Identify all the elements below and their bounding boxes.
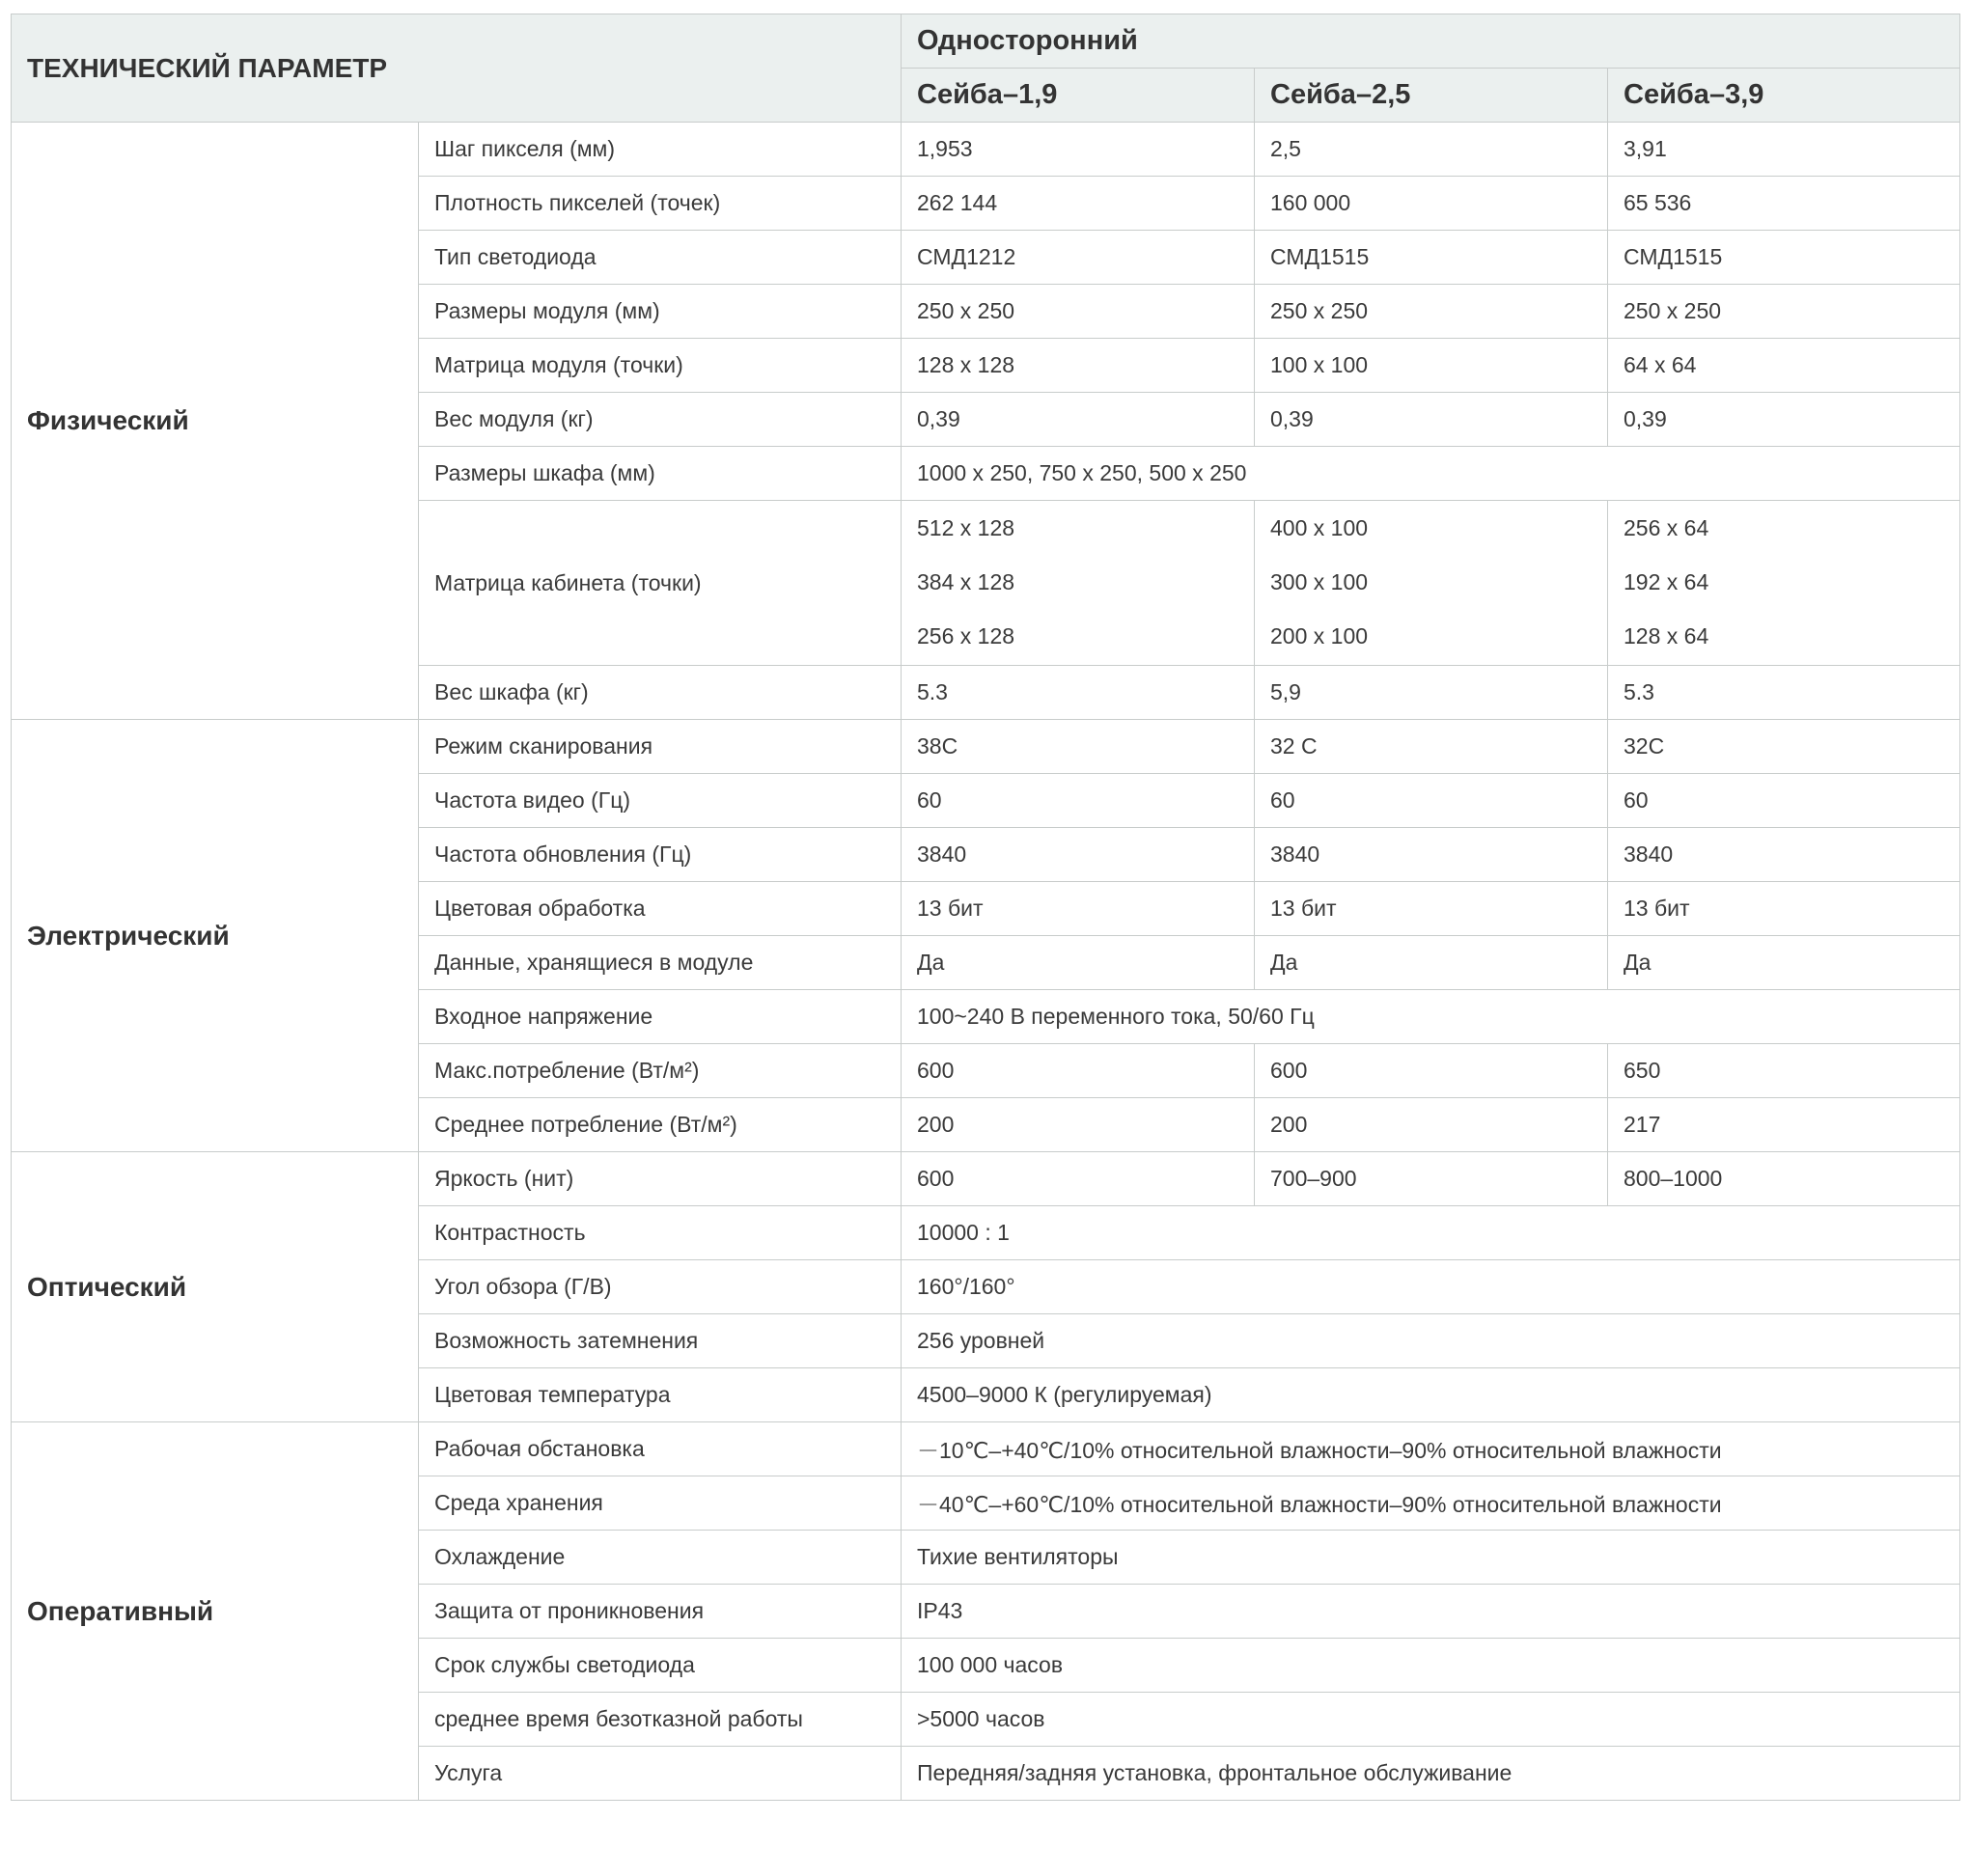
param-value-line: 192 x 64 [1624,569,1709,594]
value-stack [1270,501,1607,665]
table-body [12,123,1960,1801]
param-value: Да [1608,936,1960,990]
param-label: Среда хранения [419,1476,902,1531]
param-label: Срок службы светодиода [419,1639,902,1693]
param-value: Передняя/задняя установка, фронтальное обслуживание [902,1747,1960,1801]
param-value: 3840 [902,828,1255,882]
param-value-line: 256 x 64 [1624,515,1709,540]
header-model-1: Сейба–1,9 [902,69,1255,123]
param-label: Вес модуля (кг) [419,393,902,447]
param-value: 217 [1608,1098,1960,1152]
param-value: СМД1515 [1255,231,1608,285]
param-value: 100 000 часов [902,1639,1960,1693]
table-row [12,1152,1960,1206]
param-value: 160°/160° [902,1260,1960,1314]
param-label: Частота обновления (Гц) [419,828,902,882]
value-stack [1624,501,1959,665]
param-label: Матрица кабинета (точки) [419,501,902,666]
param-value: 5.3 [1608,666,1960,720]
param-value: 13 бит [1255,882,1608,936]
param-value: 1,953 [902,123,1255,177]
param-value: 250 x 250 [1255,285,1608,339]
param-value-line: 128 x 64 [1624,623,1709,648]
param-value-line: 400 x 100 [1270,515,1369,540]
param-value: 32С [1608,720,1960,774]
param-value: 3,91 [1608,123,1960,177]
param-label: среднее время безотказной работы [419,1693,902,1747]
param-value: 0,39 [1255,393,1608,447]
param-value: Тихие вентиляторы [902,1531,1960,1585]
param-label: Тип светодиода [419,231,902,285]
param-value: IP43 [902,1585,1960,1639]
param-value: 3840 [1255,828,1608,882]
param-value: 64 x 64 [1608,339,1960,393]
param-value: 600 [902,1152,1255,1206]
param-value: 262 144 [902,177,1255,231]
param-label: Плотность пикселей (точек) [419,177,902,231]
table-row [12,123,1960,177]
param-value: 100 x 100 [1255,339,1608,393]
param-value: 10000 : 1 [902,1206,1960,1260]
table-row [12,1422,1960,1476]
table-row [12,720,1960,774]
param-label: Входное напряжение [419,990,902,1044]
param-value: 13 бит [902,882,1255,936]
param-label: Вес шкафа (кг) [419,666,902,720]
param-value: 2,5 [1255,123,1608,177]
param-label: Размеры модуля (мм) [419,285,902,339]
param-value: 600 [902,1044,1255,1098]
section-label: Физический [12,123,419,720]
param-value: СМД1212 [902,231,1255,285]
param-value: 13 бит [1608,882,1960,936]
param-label: Яркость (нит) [419,1152,902,1206]
spec-table-container [11,14,1959,1801]
param-value-line: 256 x 128 [917,623,1015,648]
param-value: 3840 [1608,828,1960,882]
param-value: СМД1515 [1608,231,1960,285]
header-group: Односторонний [902,14,1960,69]
param-value: 5.3 [902,666,1255,720]
param-value: 160 000 [1255,177,1608,231]
param-label: Данные, хранящиеся в модуле [419,936,902,990]
param-label: Услуга [419,1747,902,1801]
param-value: 200 [902,1098,1255,1152]
param-value: 5,9 [1255,666,1608,720]
param-value-multi [902,501,1255,666]
param-label: Контрастность [419,1206,902,1260]
param-value: 60 [1608,774,1960,828]
param-value: 60 [902,774,1255,828]
param-value-multi [1255,501,1608,666]
param-value: 256 уровней [902,1314,1960,1368]
param-label: Угол обзора (Г/В) [419,1260,902,1314]
section-label: Оперативный [12,1422,419,1801]
param-value: 65 536 [1608,177,1960,231]
param-value: 38C [902,720,1255,774]
param-value-line: 384 x 128 [917,569,1015,594]
header-title: ТЕХНИЧЕСКИЙ ПАРАМЕТР [12,14,902,123]
param-label: Среднее потребление (Вт/м²) [419,1098,902,1152]
param-label: Защита от проникновения [419,1585,902,1639]
param-label: Режим сканирования [419,720,902,774]
section-label: Оптический [12,1152,419,1422]
param-value-line: 200 x 100 [1270,623,1369,648]
spec-table [11,14,1960,1801]
param-value: 4500–9000 К (регулируемая) [902,1368,1960,1422]
section-label: Электрический [12,720,419,1152]
param-value: 1000 x 250, 750 x 250, 500 x 250 [902,447,1960,501]
param-label: Рабочая обстановка [419,1422,902,1476]
param-value: 32 С [1255,720,1608,774]
header-model-2: Сейба–2,5 [1255,69,1608,123]
param-value: 250 x 250 [902,285,1255,339]
param-value: 200 [1255,1098,1608,1152]
param-label: Частота видео (Гц) [419,774,902,828]
param-label: Размеры шкафа (мм) [419,447,902,501]
param-value-multi [1608,501,1960,666]
param-value: 250 x 250 [1608,285,1960,339]
param-value: －10℃–+40℃/10% относительной влажности–90% относительной влажности [902,1422,1960,1476]
param-value: 800–1000 [1608,1152,1960,1206]
table-header [12,14,1960,123]
header-model-3: Сейба–3,9 [1608,69,1960,123]
param-value-line: 512 x 128 [917,515,1015,540]
param-value: 0,39 [1608,393,1960,447]
param-value: 600 [1255,1044,1608,1098]
param-label: Макс.потребление (Вт/м²) [419,1044,902,1098]
param-value: >5000 часов [902,1693,1960,1747]
param-label: Охлаждение [419,1531,902,1585]
param-value: 0,39 [902,393,1255,447]
param-label: Цветовая температура [419,1368,902,1422]
param-label: Матрица модуля (точки) [419,339,902,393]
param-value: 60 [1255,774,1608,828]
param-value: 128 x 128 [902,339,1255,393]
param-value: Да [902,936,1255,990]
param-value-line: 300 x 100 [1270,569,1369,594]
param-value: 650 [1608,1044,1960,1098]
value-stack [917,501,1254,665]
param-label: Возможность затемнения [419,1314,902,1368]
param-value: 700–900 [1255,1152,1608,1206]
param-value: 100~240 В переменного тока, 50/60 Гц [902,990,1960,1044]
param-value: －40℃–+60℃/10% относительной влажности–90% относительной влажности [902,1476,1960,1531]
param-value: Да [1255,936,1608,990]
param-label: Цветовая обработка [419,882,902,936]
param-label: Шаг пикселя (мм) [419,123,902,177]
